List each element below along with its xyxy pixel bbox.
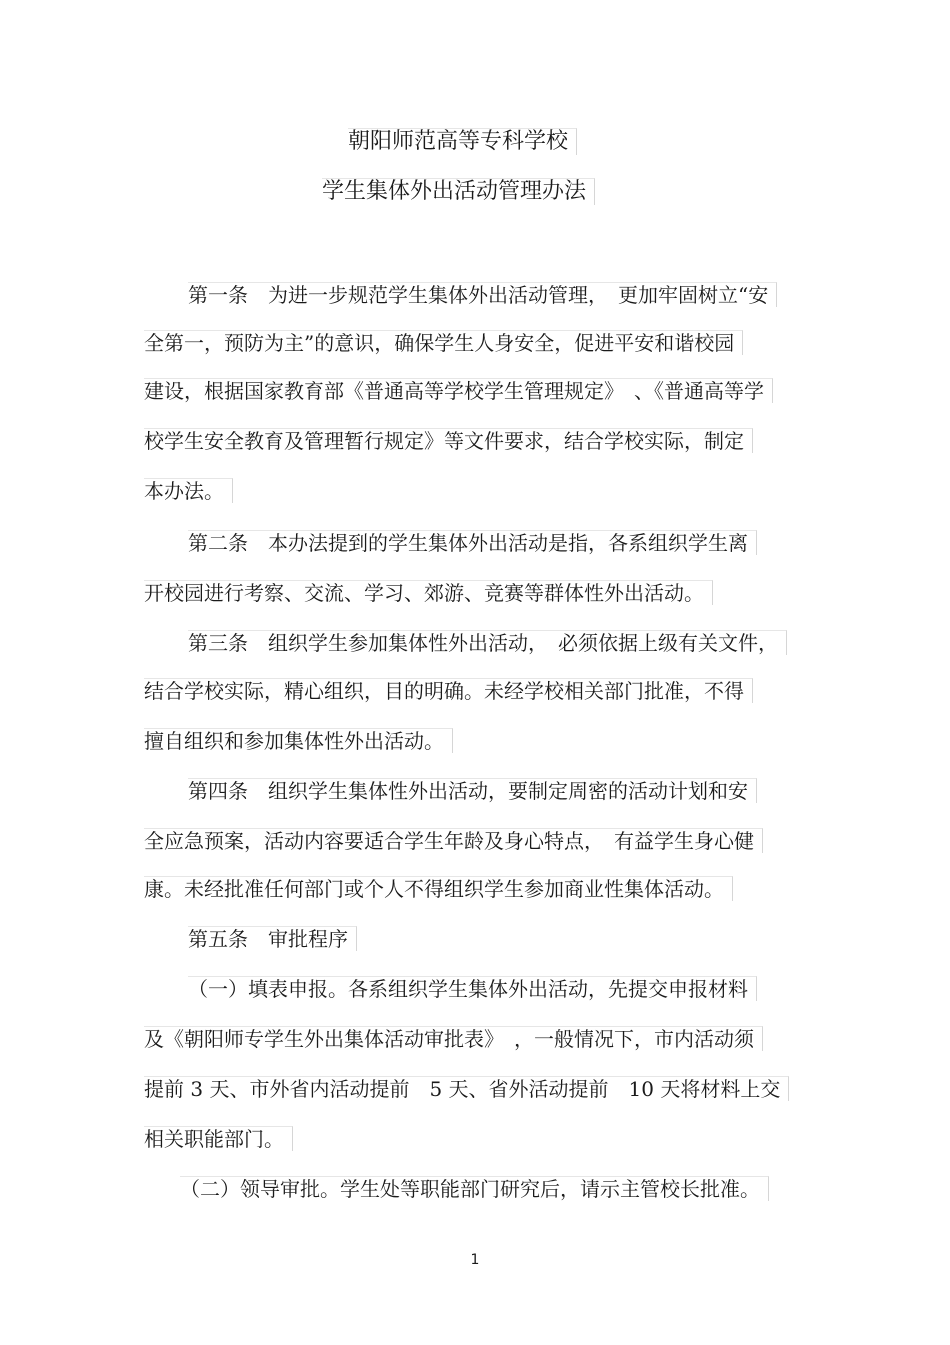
- paragraph-line: 全应急预案，活动内容要适合学生年龄及身心特点， 有益学生身心健: [144, 828, 763, 853]
- paragraph-line: （二）领导审批。学生处等职能部门研究后，请示主管校长批准。: [180, 1176, 769, 1201]
- paragraph-line: 本办法。: [144, 478, 233, 503]
- paragraph-line: 第五条 审批程序: [188, 926, 357, 951]
- paragraph-line: 第四条 组织学生集体性外出活动，要制定周密的活动计划和安: [188, 778, 757, 803]
- paragraph-line: 擅自组织和参加集体性外出活动。: [144, 728, 453, 753]
- paragraph-line: 建设，根据国家教育部《普通高等学校学生管理规定》 、《普通高等学: [144, 378, 773, 403]
- paragraph-line: 康。未经批准任何部门或个人不得组织学生参加商业性集体活动。: [144, 876, 733, 901]
- paragraph-line: （一）填表申报。各系组织学生集体外出活动，先提交申报材料: [188, 976, 757, 1001]
- paragraph-line: 开校园进行考察、交流、学习、郊游、竞赛等群体性外出活动。: [144, 580, 713, 605]
- paragraph-line: 第三条 组织学生参加集体性外出活动， 必须依据上级有关文件，: [188, 630, 787, 655]
- paragraph-line: 第一条 为进一步规范学生集体外出活动管理， 更加牢固树立“安: [188, 282, 777, 307]
- document-title-line-2: 学生集体外出活动管理办法: [322, 178, 595, 205]
- paragraph-line: 第二条 本办法提到的学生集体外出活动是指，各系组织学生离: [188, 530, 757, 555]
- page-number: 1: [470, 1252, 480, 1268]
- document-title-line-1: 朝阳师范高等专科学校: [348, 128, 577, 155]
- paragraph-line: 结合学校实际，精心组织，目的明确。未经学校相关部门批准，不得: [144, 678, 753, 703]
- paragraph-line: 相关职能部门。: [144, 1126, 293, 1151]
- paragraph-line: 校学生安全教育及管理暂行规定》等文件要求，结合学校实际，制定: [144, 428, 753, 453]
- paragraph-line: 全第一，预防为主”的意识，确保学生人身安全，促进平安和谐校园: [144, 330, 743, 355]
- paragraph-line: 提前 3 天、市外省内活动提前 5 天、省外活动提前 10 天将材料上交: [144, 1076, 789, 1101]
- paragraph-line: 及《朝阳师专学生外出集体活动审批表》 ，一般情况下，市内活动须: [144, 1026, 763, 1051]
